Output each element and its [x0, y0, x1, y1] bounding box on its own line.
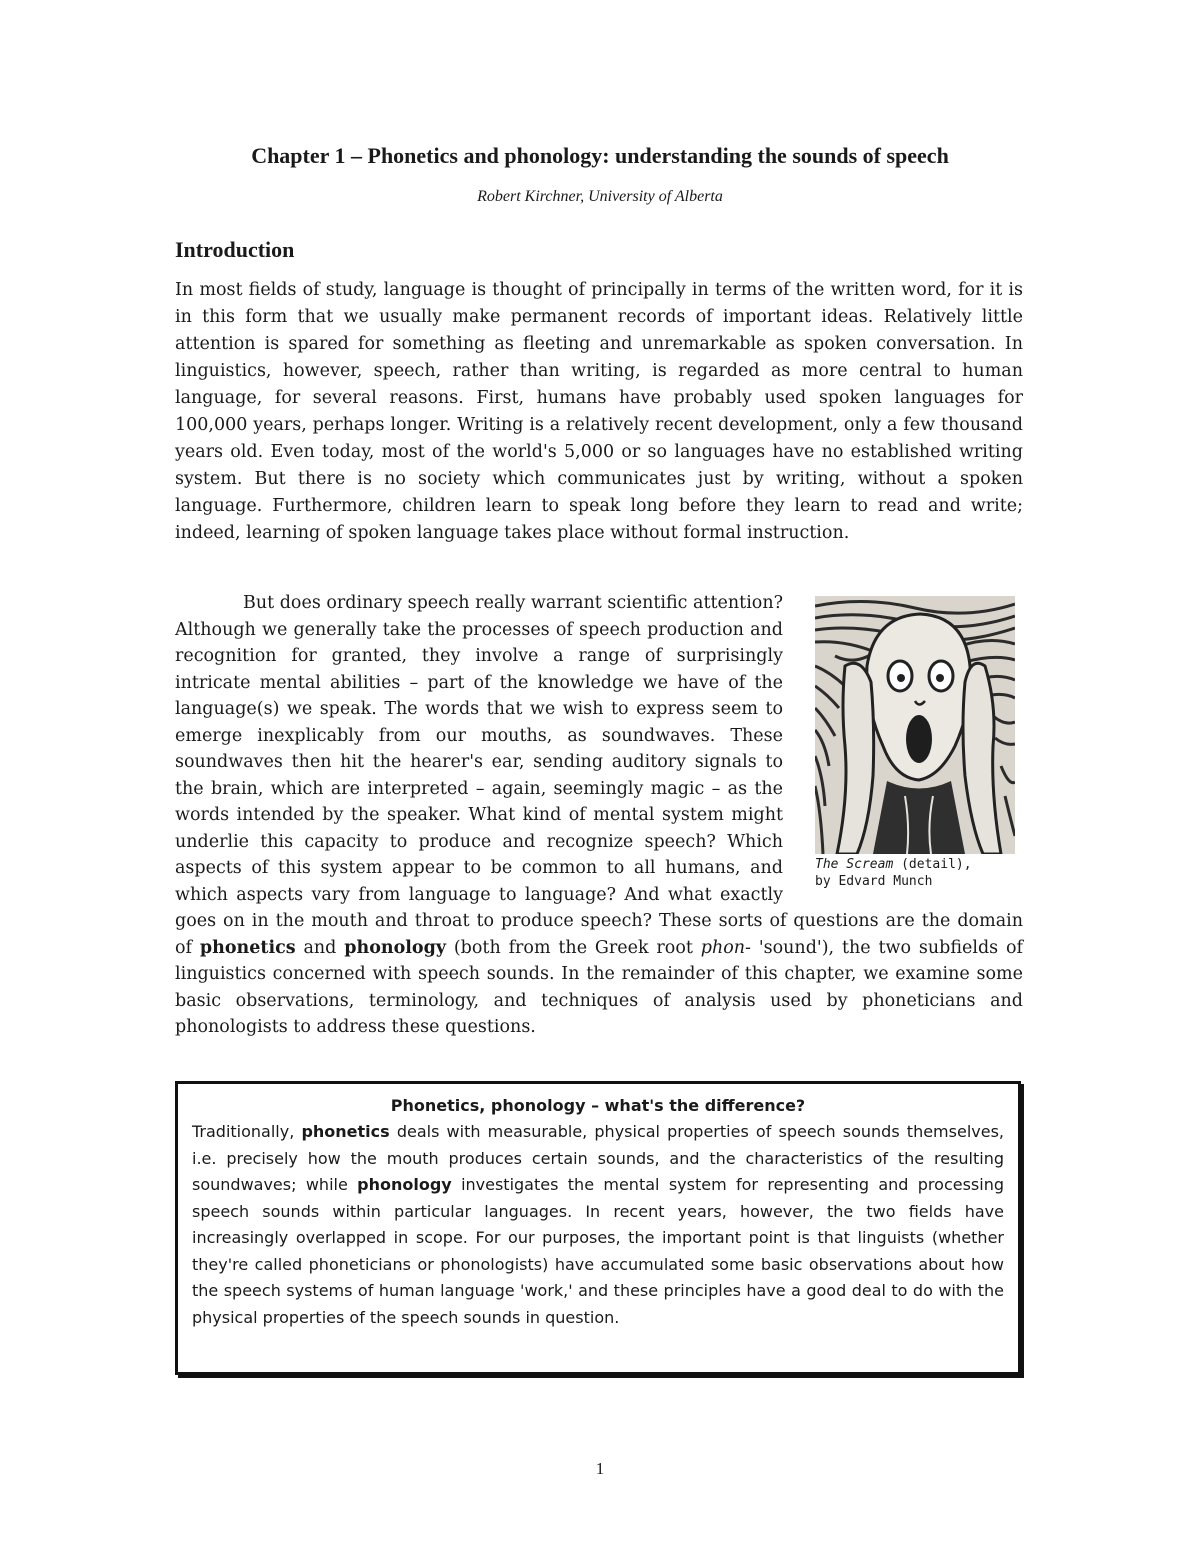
sidebar-box [175, 1081, 1021, 1375]
sidebar-text-3: investigates the mental system for representing and processing speech sounds within particular languages. In recent years, however, the two fields have increasingly overlapped in scope. For our purposes, the important point is that linguists (whether they're called phoneticians or phonologists) have accumulated some basic observations about how the speech systems of human language 'work,' and these principles have a good deal to do with the physical properties of the speech sounds in question. [192, 1175, 1004, 1327]
paragraph-2-part3: 'sound'), the two subfields of linguistics concerned with speech sounds. In the remainder of this chapter, we examine some basic observations, terminology, and techniques of analysis used by phoneticians and phonologists to address these questions. [175, 937, 1023, 1037]
scream-image [815, 596, 1015, 854]
caption-artist: by Edvard Munch [815, 874, 933, 889]
sidebar-body [192, 1119, 1004, 1331]
author-line: Robert Kirchner, University of Alberta [477, 188, 723, 205]
paragraph-1: In most fields of study, language is thought of principally in terms of the written word, for it is in this form that we usually make permanent records of important ideas. Relatively little attention is spared for something as fleeting and unremarkable as spoken conversation. In linguistics, however, speech, rather than writing, is regarded as more central to human language, for several reasons. First, humans have probably used spoken languages for 100,000 years, perhaps longer. Writing is a relatively recent development, only a few thousand years old. Even today, most of the world's 5,000 or so languages have no established writing system. But there is no society which communicates just by writing, without a spoken language. Furthermore, children learn to speak long before they learn to read and write; indeed, learning of spoken language takes place without formal instruction. [175, 280, 1023, 543]
left-pupil [897, 674, 905, 682]
paragraph-2-and: and [295, 937, 345, 958]
scream-figure [815, 596, 1015, 890]
chapter-title: Chapter 1 – Phonetics and phonology: understanding the sounds of speech [251, 143, 949, 168]
sidebar-text-1: Traditionally, [192, 1122, 302, 1141]
right-pupil [936, 674, 944, 682]
sidebar-term-phonetics: phonetics [301, 1122, 390, 1141]
sidebar-term-phonology: phonology [357, 1175, 452, 1194]
term-phonetics: phonetics [199, 937, 296, 958]
body [873, 781, 965, 854]
page-number: 1 [595, 1459, 605, 1478]
section-heading: Introduction [175, 237, 295, 262]
sidebar-text-2: deals with measurable, physical properties of speech sounds themselves, i.e. precisely how the mouth produces certain sounds, and the characteristics of the resulting soundwaves; while [192, 1122, 1005, 1194]
greek-root: phon- [700, 937, 751, 958]
term-phonology: phonology [344, 937, 446, 958]
paragraph-2-part2: (both from the Greek root [446, 937, 701, 958]
mouth [906, 715, 932, 763]
paragraph-2-part1: But does ordinary speech really warrant scientific attention? Although we generally take the processes of speech production and recognition for granted, they involve a range of surprisingly intricate mental abilities – part of the knowledge we have of the language(s) we speak. The words that we wish to express seem to emerge inexplicably from our mouths, as soundwaves. These soundwaves then hit the hearer's ear, sending auditory signals to the brain, which are interpreted – again, seemingly magic – as the words intended by the speaker. What kind of mental system might underlie this capacity to produce and recognize speech? Which aspects of this system appear to be common to all humans, and which aspects vary from language to language? And what exactly goes on in the mouth and throat to produce speech? These sorts of questions are the domain of [175, 593, 1023, 958]
caption-title: The Scream [815, 857, 894, 872]
sidebar-title: Phonetics, phonology – what's the difference? [390, 1096, 806, 1115]
caption-detail: (detail), [893, 857, 972, 872]
figure-caption [815, 856, 1015, 890]
